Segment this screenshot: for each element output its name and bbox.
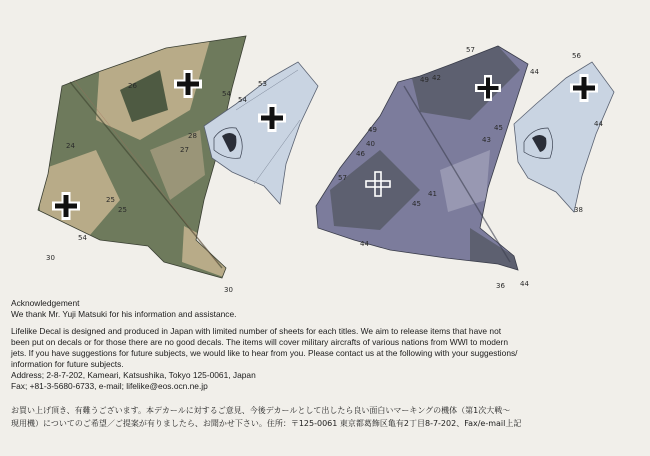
callout: 25 xyxy=(118,206,127,214)
callout: 53 xyxy=(258,80,267,88)
callout: 54 xyxy=(78,234,87,242)
about-line: Lifelike Decal is designed and produced in Japan with limited number of sheets for each titles. We aim to release items that have not xyxy=(11,326,502,336)
callout: 54 xyxy=(238,96,247,104)
callout: 44 xyxy=(360,240,369,248)
callout: 44 xyxy=(594,120,603,128)
callout: 44 xyxy=(520,280,529,288)
callout: 49 xyxy=(368,126,377,134)
callout: 57 xyxy=(338,174,347,182)
callout: 38 xyxy=(574,206,583,214)
callout: 57 xyxy=(466,46,475,54)
callout: 40 xyxy=(366,140,375,148)
callout: 24 xyxy=(66,142,75,150)
contact: Fax; +81-3-5680-6733, e-mail; lifelike@eos.ocn.ne.jp xyxy=(11,381,208,391)
callout: 42 xyxy=(432,74,441,82)
callout: 56 xyxy=(572,52,581,60)
callout: 36 xyxy=(496,282,505,290)
callout: 49 xyxy=(420,76,429,84)
about-line: information for future subjects. xyxy=(11,359,124,369)
callout: 41 xyxy=(428,190,437,198)
callout: 30 xyxy=(224,286,233,294)
callout: 46 xyxy=(356,150,365,158)
about-line: jets. If you have suggestions for future subjects, we would like to hear from you. Please contact us at the following with your suggestions/ xyxy=(11,348,518,358)
callout: 45 xyxy=(494,124,503,132)
right-wing-underside xyxy=(514,62,614,212)
callout: 54 xyxy=(222,90,231,98)
callout: 25 xyxy=(106,196,115,204)
japanese-line: 現用機）についてのご希望／ご提案が有りましたら、お聞かせ下さい。住所：〒125-0061 東京都葛飾区亀有2丁目8-7-202、Fax/e-mail上記 xyxy=(11,419,522,428)
address: Address; 2-8-7-202, Kameari, Katsushika, Tokyo 125-0061, Japan xyxy=(11,370,256,380)
callout: 28 xyxy=(188,132,197,140)
callout: 30 xyxy=(46,254,55,262)
acknowledgement-heading: Acknowledgement xyxy=(11,298,80,308)
acknowledgement-text: We thank Mr. Yuji Matsuki for his information and assistance. xyxy=(11,309,237,319)
about-line: been put on decals or for those there are no good decals. The items will cover military aircrafts of various nations from WWI to modern xyxy=(11,337,508,347)
callout: 45 xyxy=(412,200,421,208)
callout: 26 xyxy=(128,82,137,90)
japanese-line: お買い上げ頂き、有難うございます。本デカールに対するご意見、今後デカールとして出したら良い面白いマーキングの機体（第1次大戦～ xyxy=(11,406,511,415)
callout: 44 xyxy=(530,68,539,76)
callout: 27 xyxy=(180,146,189,154)
callout: 43 xyxy=(482,136,491,144)
